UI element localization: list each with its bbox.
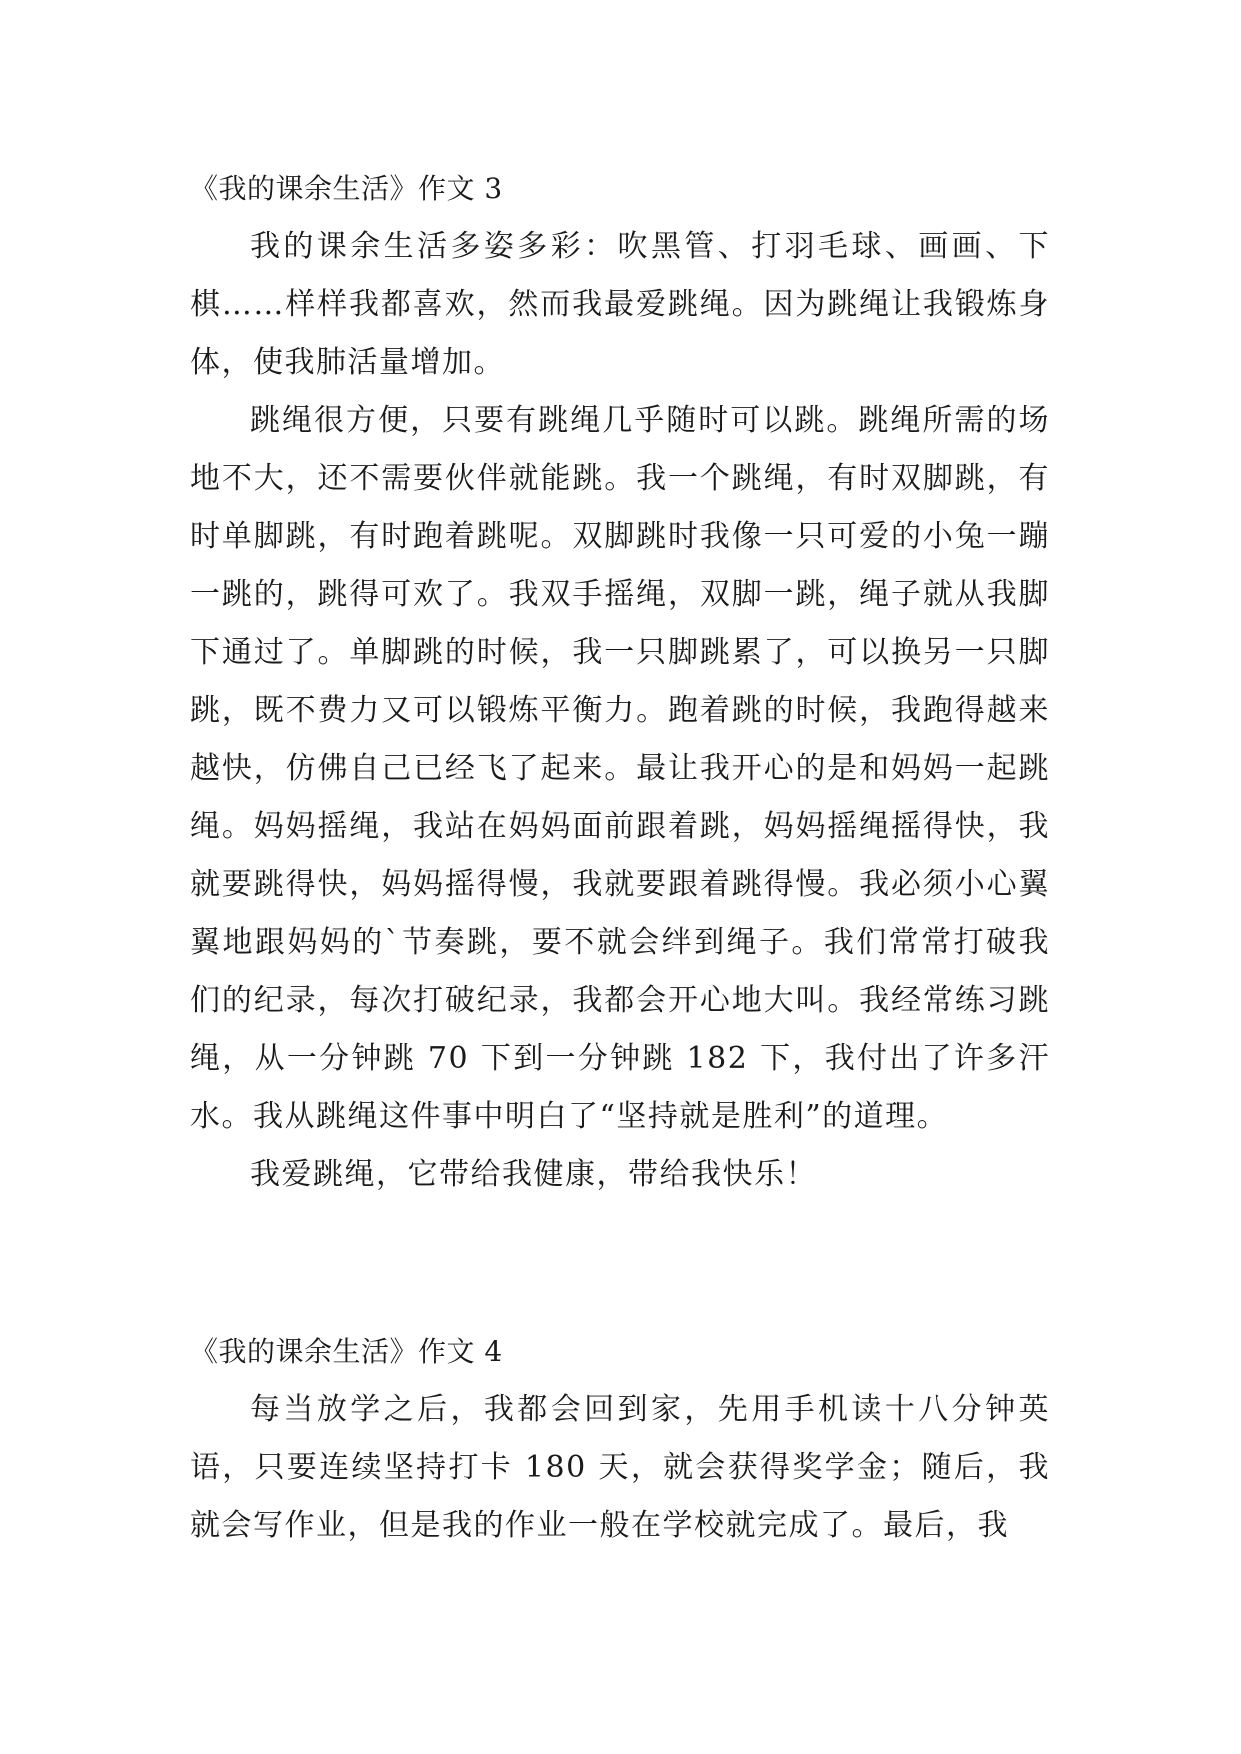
essay-3-paragraph-2: 跳绳很方便，只要有跳绳几乎随时可以跳。跳绳所需的场地不大，还不需要伙伴就能跳。我一个跳绳，有时双脚跳，有时单脚跳，有时跑着跳呢。双脚跳时我像一只可爱的小兔一蹦一跳的，跳得可欢了。我双手摇绳，双脚一跳，绳子就从我脚下通过了。单脚跳的时候，我一只脚跳累了，可以换另一只脚跳，既不费力又可以锻炼平衡力。跑着跳的时候，我跑得越来越快，仿佛自己已经飞了起来。最让我开心的是和妈妈一起跳绳。妈妈摇绳，我站在妈妈面前跟着跳，妈妈摇绳摇得快，我就要跳得快，妈妈摇得慢，我就要跟着跳得慢。我必须小心翼翼地跟妈妈的`节奏跳，要不就会绊到绳子。我们常常打破我们的纪录，每次打破纪录，我都会开心地大叫。我经常练习跳绳，从一分钟跳 70 下到一分钟跳 182 下，我付出了许多汗水。我从跳绳这件事中明白了“坚持就是胜利”的道理。 bbox=[190, 403, 1050, 1134]
essay-4-title: 《我的课余生活》作文 4 bbox=[190, 1335, 503, 1368]
essay-3-paragraph-1: 我的课余生活多姿多彩：吹黑管、打羽毛球、画画、下棋……样样我都喜欢，然而我最爱跳绳。因为跳绳让我锻炼身体，使我肺活量增加。 bbox=[190, 229, 1050, 380]
essay-3-paragraph-3: 我爱跳绳，它带给我健康，带给我快乐！ bbox=[250, 1157, 817, 1192]
essay-4 bbox=[190, 1323, 1050, 1555]
essay-3-title: 《我的课余生活》作文 3 bbox=[190, 172, 503, 205]
essay-4-paragraph-1: 每当放学之后，我都会回到家，先用手机读十八分钟英语，只要连续坚持打卡 180 天，就会获得奖学金；随后，我就会写作业，但是我的作业一般在学校就完成了。最后，我 bbox=[190, 1392, 1050, 1543]
essay-3 bbox=[190, 160, 1050, 1204]
